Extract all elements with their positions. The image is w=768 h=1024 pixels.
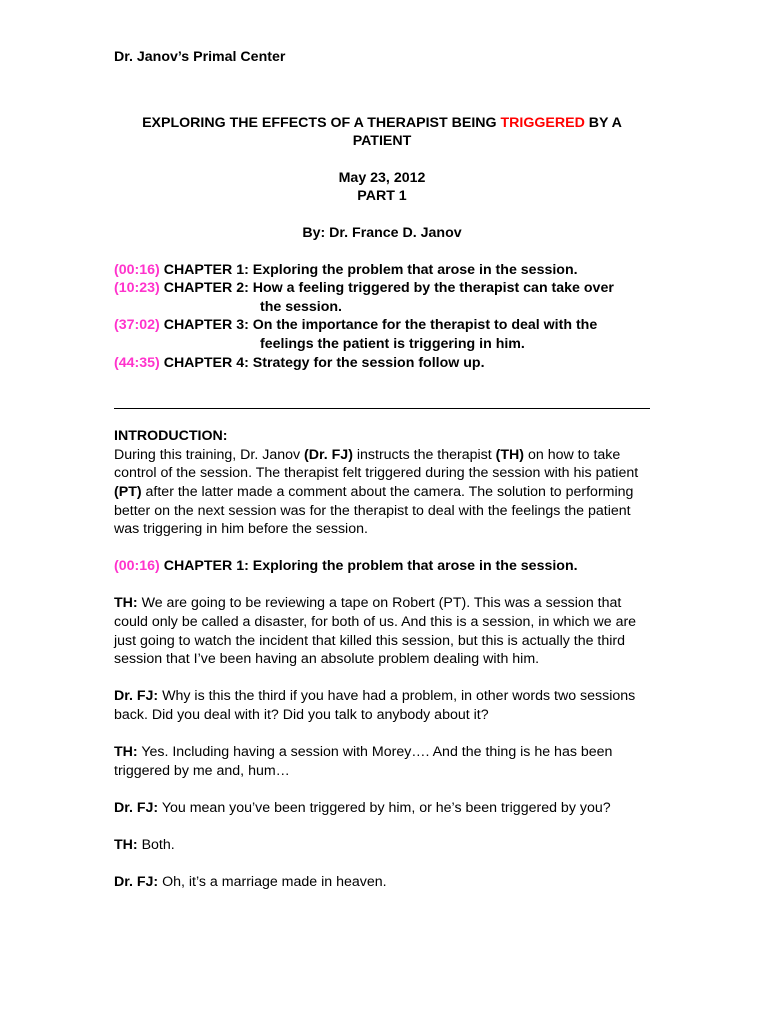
chapter-title: CHAPTER 1: Exploring the problem that arose in the session. [159, 558, 578, 575]
intro-text: instructs the therapist [352, 446, 496, 463]
timestamp: (10:23) [114, 280, 160, 297]
intro-abbrev: (PT) [114, 483, 142, 500]
speaker-label: TH: [114, 837, 138, 854]
chapter-title-cont: feelings the patient is triggering in him. [260, 335, 525, 352]
intro-text: after the latter made a comment about the camera. The solution to performing better on the next session was for the therapist to deal with the feelings the patient was triggering in him before the session. [114, 483, 634, 538]
chapter-title: Exploring the problem that arose in the session. [252, 261, 578, 278]
title-text-end: BY A [584, 114, 622, 131]
table-of-contents [114, 261, 650, 373]
document-date: May 23, 2012 [338, 169, 426, 186]
dialogue-text: You mean you’ve been triggered by him, or he’s been triggered by you? [158, 800, 611, 816]
horizontal-rule [114, 390, 650, 409]
title-line-2: PATIENT [352, 133, 412, 150]
timestamp: (44:35) [114, 354, 160, 371]
chapter-number: CHAPTER 2: [159, 280, 253, 297]
chapter-number: CHAPTER 3: [159, 317, 253, 334]
chapter-title: How a feeling triggered by the therapist can take over [252, 280, 614, 297]
dialogue-line [114, 687, 650, 724]
chapter-1-heading [114, 557, 650, 576]
dialogue-text: Both. [137, 837, 175, 854]
document-page [114, 48, 650, 892]
intro-text: During this training, Dr. Janov [114, 446, 305, 463]
chapter-title: On the importance for the therapist to deal with the [252, 317, 598, 334]
organization-header: Dr. Janov’s Primal Center [114, 49, 286, 65]
toc-entry [114, 261, 650, 280]
speaker-label: Dr. FJ: [114, 800, 159, 816]
chapter-title: Strategy for the session follow up. [252, 354, 485, 371]
title-highlight: TRIGGERED [500, 114, 585, 131]
toc-entry [114, 316, 650, 353]
byline: By: Dr. France D. Janov [302, 224, 462, 241]
document-title [114, 114, 650, 151]
dialogue-line [114, 743, 650, 780]
toc-entry [114, 279, 650, 316]
speaker-label: Dr. FJ: [114, 874, 159, 891]
title-text: EXPLORING THE EFFECTS OF A THERAPIST BEING [142, 114, 501, 131]
dialogue-line [114, 799, 650, 818]
timestamp: (00:16) [114, 558, 160, 575]
chapter-title-cont: the session. [260, 298, 343, 315]
speaker-label: TH: [114, 744, 138, 761]
dialogue-line [114, 873, 650, 892]
introduction-heading: INTRODUCTION: [114, 428, 228, 445]
chapter-number: CHAPTER 1: [159, 261, 253, 278]
timestamp: (00:16) [114, 261, 160, 278]
dialogue-text: Oh, it’s a marriage made in heaven. [158, 874, 387, 891]
title-line-1 [114, 114, 650, 133]
chapter-number: CHAPTER 4: [159, 354, 253, 371]
introduction-paragraph [114, 446, 650, 539]
intro-abbrev: (Dr. FJ) [304, 446, 353, 463]
toc-entry [114, 354, 650, 373]
dialogue-line [114, 836, 650, 855]
document-part: PART 1 [357, 188, 407, 205]
dialogue-text: Why is this the third if you have had a problem, in other words two sessions back. Did you deal with it? Did you talk to anybody about it? [114, 688, 636, 724]
dialogue-text: We are going to be reviewing a tape on Robert (PT). This was a session that could only be called a disaster, for both of us. And this is a session, in which we are just going to watch the incident that killed this session, but this is actually the third session that I’ve been having an absolute problem dealing with him. [114, 595, 637, 668]
timestamp: (37:02) [114, 317, 160, 334]
intro-text: on how to take control of the session. The therapist felt triggered during the session with his patient [114, 446, 639, 482]
intro-abbrev: (TH) [495, 446, 525, 463]
speaker-label: TH: [114, 595, 138, 612]
speaker-label: Dr. FJ: [114, 688, 159, 705]
dialogue-text: Yes. Including having a session with Morey…. And the thing is he has been triggered by me and, hum… [114, 744, 613, 779]
dialogue-line [114, 594, 650, 668]
